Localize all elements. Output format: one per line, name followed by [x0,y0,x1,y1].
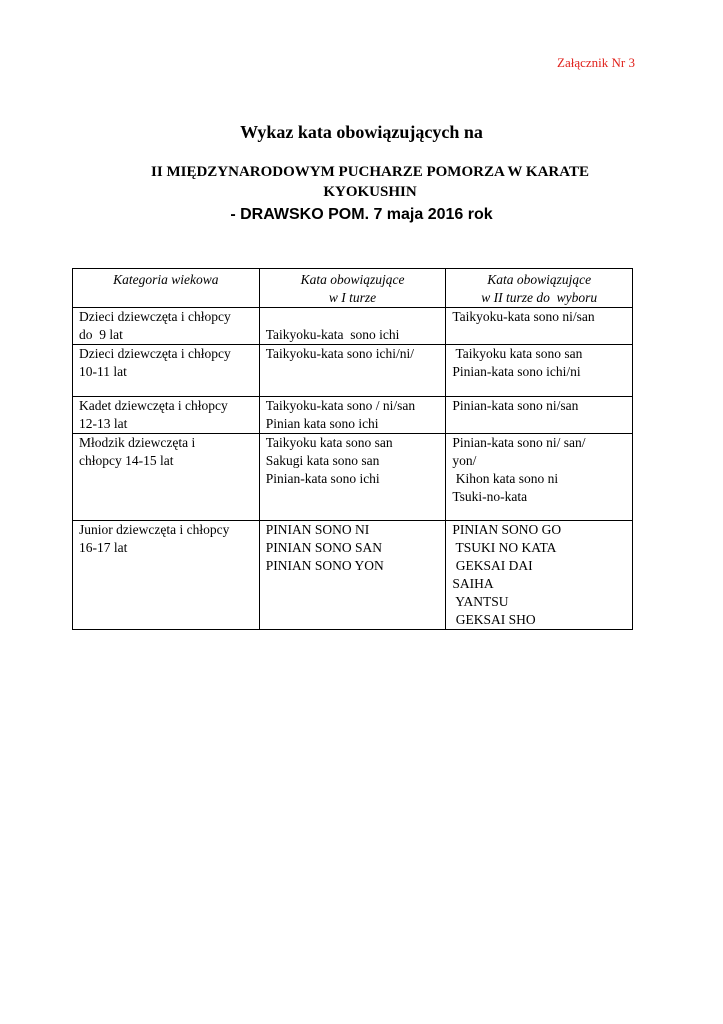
cell-round-2: Taikyoku-kata sono ni/san [446,308,633,345]
cell-category: Dzieci dziewczęta i chłopcy 10-11 lat [73,345,260,397]
annex-label: Załącznik Nr 3 [557,55,635,70]
cell-round-1: PINIAN SONO NI PINIAN SONO SAN PINIAN SONO YON [259,521,446,630]
table-row [73,521,633,630]
table-row [73,345,633,397]
cell-category: Kadet dziewczęta i chłopcy 12-13 lat [73,397,260,434]
event-name [110,162,630,202]
table-row [73,434,633,521]
header-age-category: Kategoria wiekowa [73,269,260,308]
header-round-2: Kata obowiązujące w II turze do wyboru [446,269,633,308]
cell-round-1: Taikyoku-kata sono / ni/san Pinian kata sono ichi [259,397,446,434]
event-name-line-1: II MIĘDZYNARODOWYM PUCHARZE POMORZA W KARATE [151,164,589,180]
table-row [73,397,633,434]
event-place-date: - DRAWSKO POM. 7 maja 2016 rok [230,206,493,223]
cell-round-1: Taikyoku kata sono san Sakugi kata sono san Pinian-kata sono ichi [259,434,446,521]
cell-category: Dzieci dziewczęta i chłopcy do 9 lat [73,308,260,345]
event-name-line-2: KYOKUSHIN [323,184,417,200]
cell-round-2: PINIAN SONO GO TSUKI NO KATA GEKSAI DAI SAIHA YANTSU GEKSAI SHO [446,521,633,630]
cell-category: Młodzik dziewczęta i chłopcy 14-15 lat [73,434,260,521]
header-round-1: Kata obowiązujące w I turze [259,269,446,308]
document-title: Wykaz kata obowiązujących na [240,122,483,142]
cell-round-2: Taikyoku kata sono san Pinian-kata sono ichi/ni [446,345,633,397]
table-row [73,308,633,345]
cell-category: Junior dziewczęta i chłopcy 16-17 lat [73,521,260,630]
cell-round-1: Taikyoku-kata sono ichi [259,308,446,345]
cell-round-1: Taikyoku-kata sono ichi/ni/ [259,345,446,397]
kata-table [72,268,633,630]
table-header-row [73,269,633,308]
cell-round-2: Pinian-kata sono ni/ san/ yon/ Kihon kata sono ni Tsuki-no-kata [446,434,633,521]
cell-round-2: Pinian-kata sono ni/san [446,397,633,434]
